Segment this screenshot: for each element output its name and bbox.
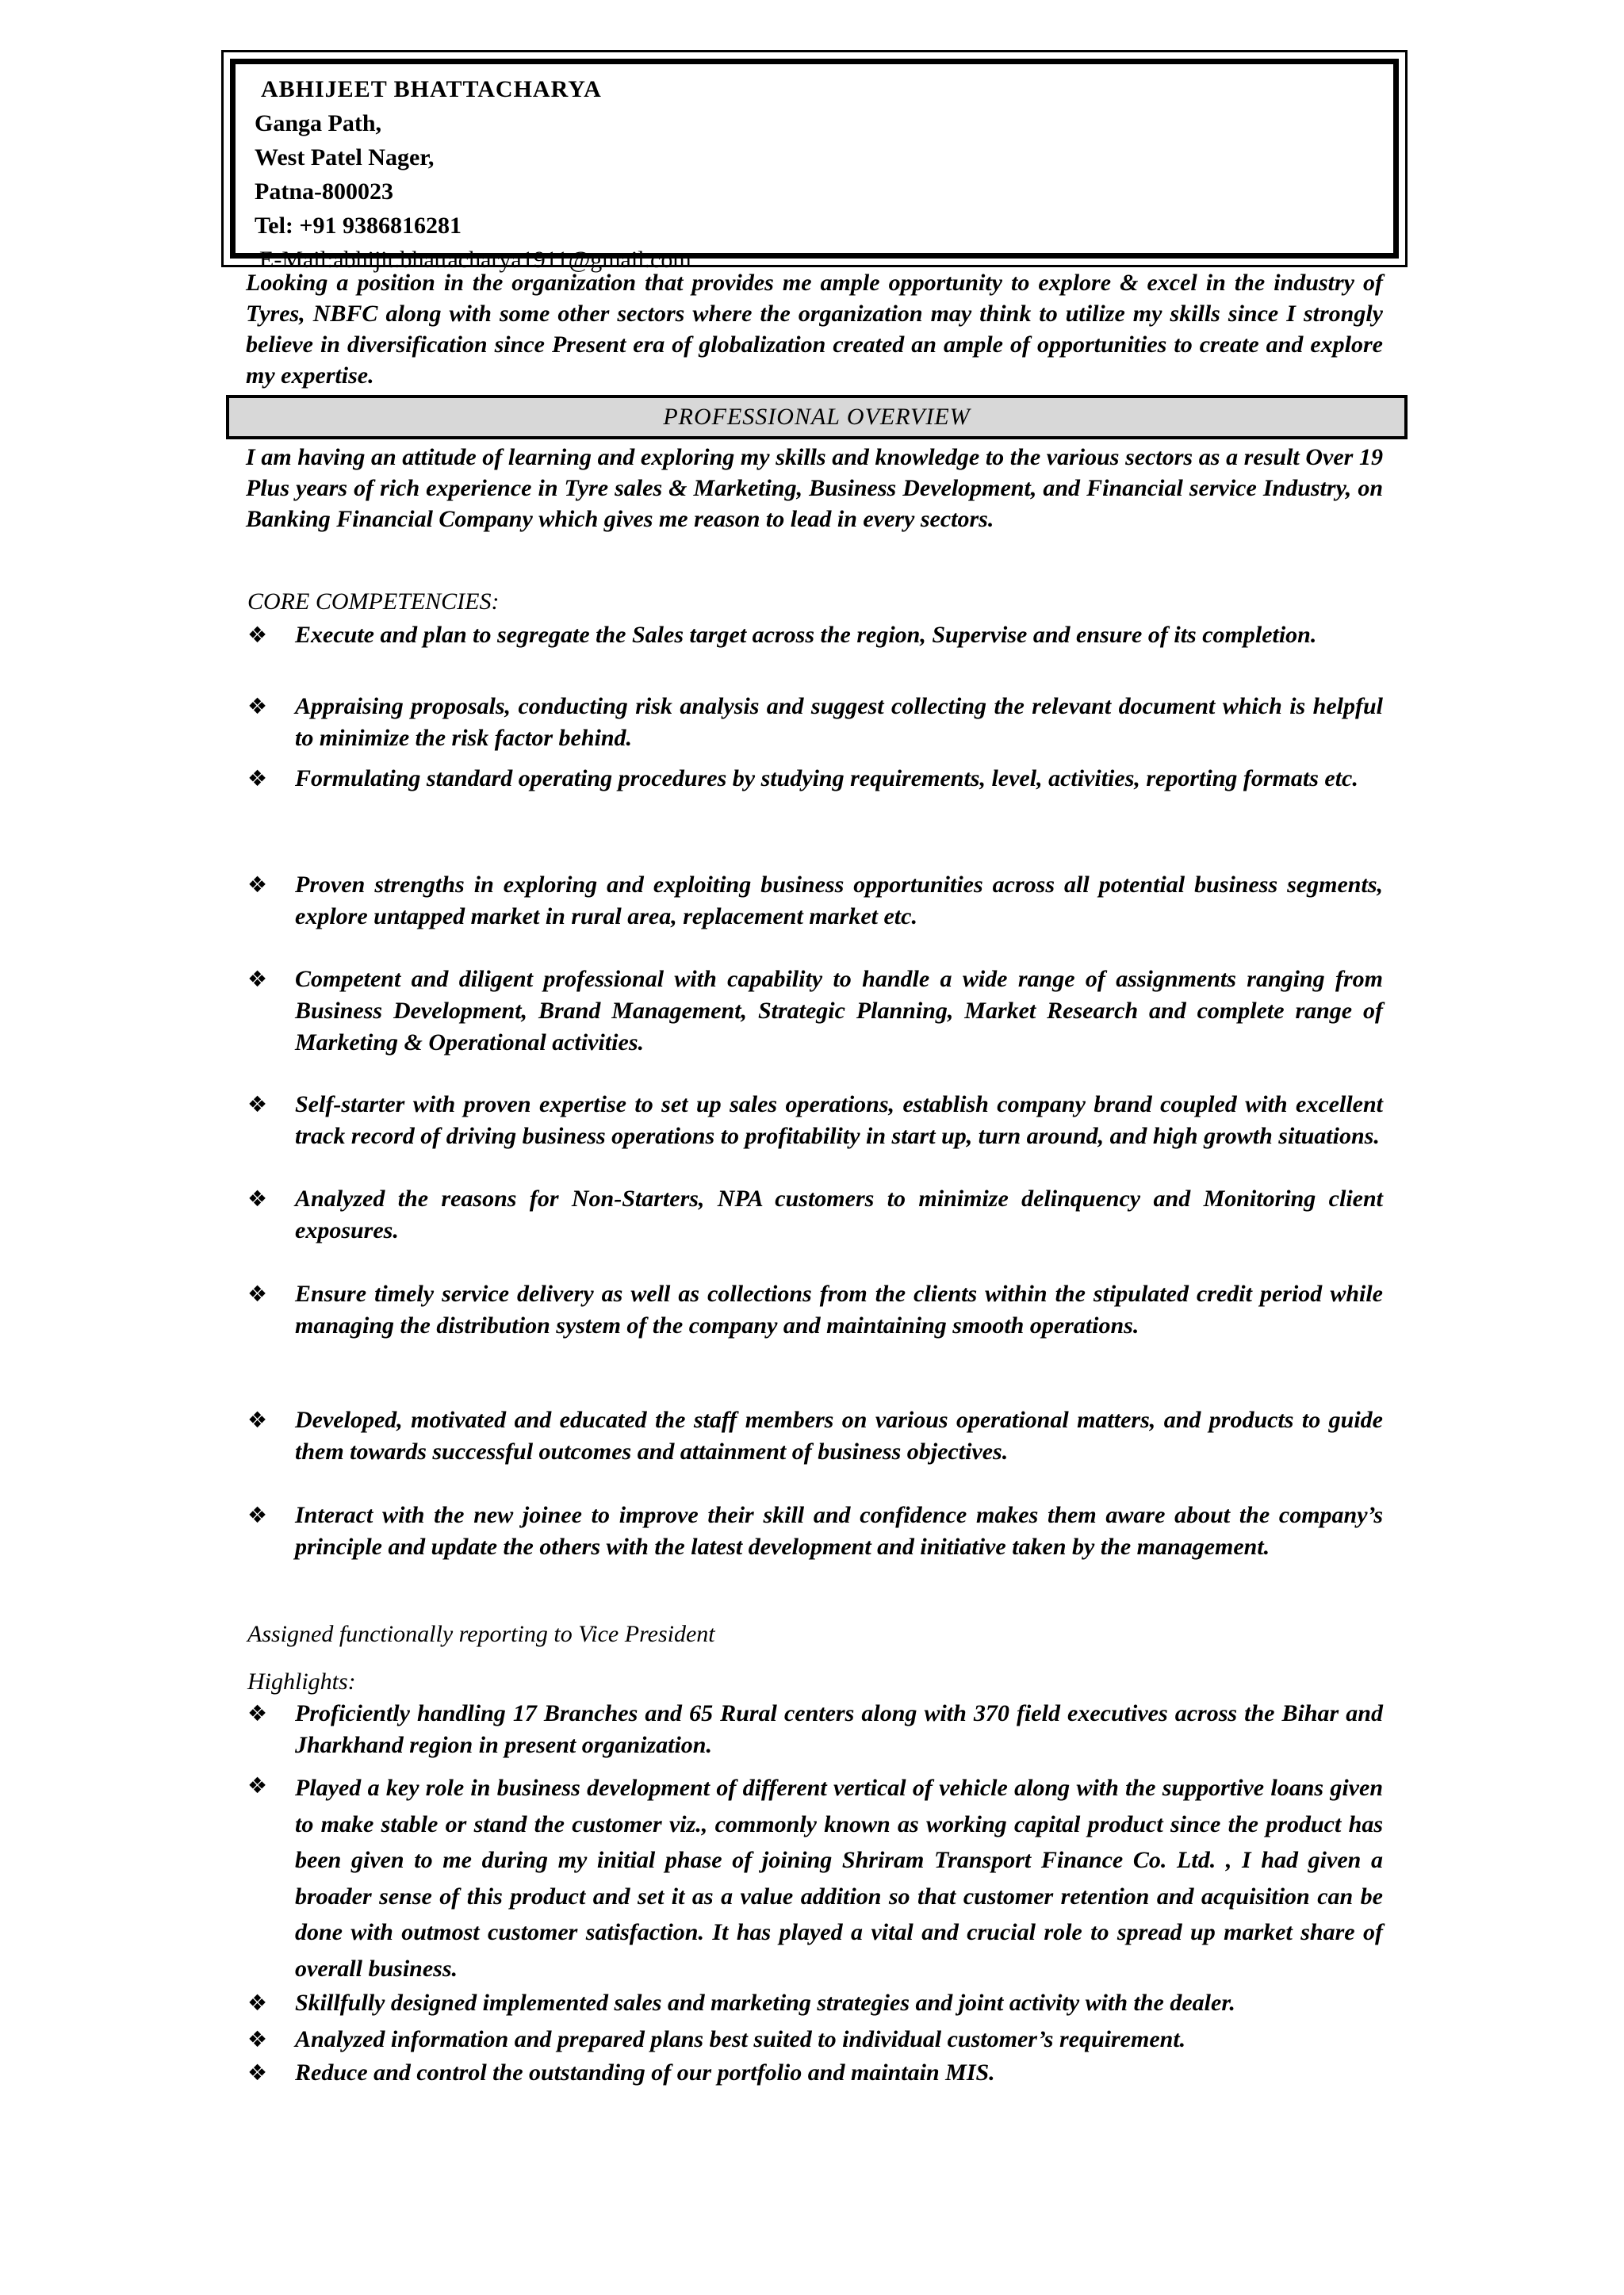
list-item-text: Self-starter with proven expertise to set up sales operations, establish company brand coupled with excellent track record of driving business operations to profitability in start up, turn around, and high growth situations. <box>295 1091 1383 1149</box>
list-item-text: Reduce and control the outstanding of our portfolio and maintain MIS. <box>295 2059 995 2086</box>
diamond-bullet-icon: ❖ <box>247 1772 268 1799</box>
diamond-bullet-icon: ❖ <box>247 765 268 791</box>
contact-header-box <box>221 50 1408 273</box>
diamond-bullet-icon: ❖ <box>247 1700 268 1726</box>
list-item <box>247 1278 1383 1342</box>
list-item <box>247 2024 1383 2056</box>
professional-overview-text: I am having an attitude of learning and exploring my skills and knowledge to the various sectors as a result Over 19 Plus years of rich experience in Tyre sales & Marketing, Business Development, and Financial service Industry, on Banking Financial Company which gives me reason to lead in every sectors. <box>246 444 1383 532</box>
address-line-2: West Patel Nager, <box>255 144 435 170</box>
diamond-bullet-icon: ❖ <box>247 622 268 648</box>
list-item <box>247 2057 1383 2089</box>
list-item <box>247 1404 1383 1468</box>
list-item-text: Appraising proposals, conducting risk analysis and suggest collecting the relevant document which is helpful to minimize the risk factor behind. <box>295 693 1383 751</box>
diamond-bullet-icon: ❖ <box>247 1990 268 2016</box>
candidate-name: ABHIJEET BHATTACHARYA <box>261 76 602 102</box>
list-item-text: Competent and diligent professional with capability to handle a wide range of assignments ranging from Business Development, Brand Management, Strategic Planning, Market Research and complete range of Marketing & Operational activities. <box>295 966 1383 1056</box>
list-item <box>247 619 1383 651</box>
core-competencies-heading: CORE COMPETENCIES: <box>247 588 500 615</box>
list-item <box>247 964 1383 1059</box>
list-item <box>247 1183 1383 1247</box>
diamond-bullet-icon: ❖ <box>247 1091 268 1117</box>
list-item-text: Played a key role in business development of different vertical of vehicle along with the supportive loans given to make stable or stand the customer viz., commonly known as working capital product since the product has been given to me during my initial phase of joining Shriram Transport Finance Co. Ltd. , I had given a broader sense of this product and set it as a value addition so that customer retention and acquisition can be done with outmost customer satisfaction. It has played a vital and crucial role to spread up market share of overall business. <box>295 1775 1383 1982</box>
list-item <box>247 691 1383 754</box>
list-item-text: Analyzed the reasons for Non-Starters, NPA customers to minimize delinquency and Monitoring client exposures. <box>295 1186 1383 1243</box>
diamond-bullet-icon: ❖ <box>247 872 268 898</box>
reporting-line: Assigned functionally reporting to Vice President <box>247 1621 715 1647</box>
diamond-bullet-icon: ❖ <box>247 1502 268 1528</box>
professional-overview-heading: PROFESSIONAL OVERVIEW <box>226 395 1408 439</box>
list-item <box>247 1770 1383 1987</box>
diamond-bullet-icon: ❖ <box>247 966 268 992</box>
list-item-text: Execute and plan to segregate the Sales target across the region, Supervise and ensure of its completion. <box>295 622 1317 648</box>
list-item <box>247 763 1383 795</box>
list-item <box>247 869 1383 933</box>
list-item-text: Interact with the new joinee to improve their skill and confidence makes them aware about the company’s principle and update the others with the latest development and initiative taken by the management. <box>295 1502 1383 1560</box>
address-line-1: Ganga Path, <box>255 110 382 136</box>
phone-number: Tel: +91 9386816281 <box>255 213 462 239</box>
contact-header-inner <box>230 59 1399 273</box>
address-line-3: Patna-800023 <box>255 178 393 205</box>
list-item-text: Proven strengths in exploring and exploiting business opportunities across all potential business segments, explore untapped market in rural area, replacement market etc. <box>295 872 1383 929</box>
list-item-text: Developed, motivated and educated the staff members on various operational matters, and products to guide them towards successful outcomes and attainment of business objectives. <box>295 1407 1383 1465</box>
diamond-bullet-icon: ❖ <box>247 1281 268 1307</box>
list-item <box>247 1089 1383 1152</box>
list-item-text: Skillfully designed implemented sales and marketing strategies and joint activity with the dealer. <box>295 1990 1235 2016</box>
list-item-text: Analyzed information and prepared plans best suited to individual customer’s requirement. <box>295 2026 1186 2052</box>
diamond-bullet-icon: ❖ <box>247 2026 268 2052</box>
diamond-bullet-icon: ❖ <box>247 2059 268 2086</box>
list-item-text: Ensure timely service delivery as well as collections from the clients within the stipulated credit period while managing the distribution system of the company and maintaining smooth operations. <box>295 1281 1383 1339</box>
list-item <box>247 1698 1383 1761</box>
list-item-text: Formulating standard operating procedures by studying requirements, level, activities, reporting formats etc. <box>295 765 1358 791</box>
email-address: E-Mail:abhijit.bhattacharya1911@gmail.com <box>259 247 691 273</box>
diamond-bullet-icon: ❖ <box>247 693 268 719</box>
objective-paragraph: Looking a position in the organization that provides me ample opportunity to explore & excel in the industry of Tyres, NBFC along with some other sectors where the organization may think to utilize my skills since I strongly believe in diversification since Present era of globalization created an ample of opportunities to create and explore my expertise. <box>246 270 1383 389</box>
list-item <box>247 1500 1383 1563</box>
list-item-text: Proficiently handling 17 Branches and 65 Rural centers along with 370 field executives across the Bihar and Jharkhand region in present organization. <box>295 1700 1383 1758</box>
highlights-heading: Highlights: <box>247 1669 356 1695</box>
diamond-bullet-icon: ❖ <box>247 1186 268 1212</box>
list-item <box>247 1987 1383 2019</box>
diamond-bullet-icon: ❖ <box>247 1407 268 1433</box>
